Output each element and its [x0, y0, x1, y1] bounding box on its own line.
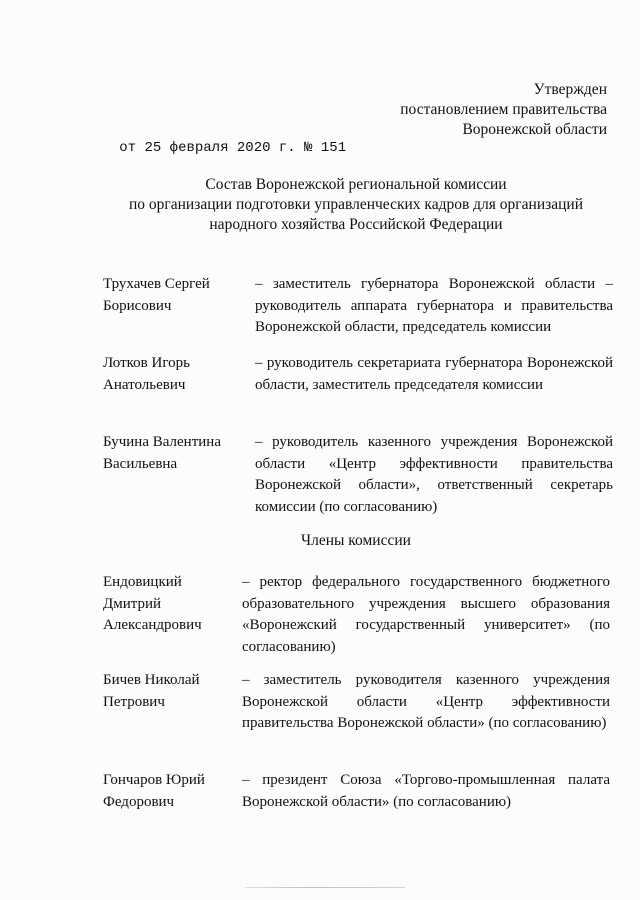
person-role: – заместитель руководителя казенного учреждения Воронежской области «Центр эффективности правительства Воронежской области» (по согласованию) — [242, 672, 610, 731]
title-line-2: по организации подготовки управленческих кадров для организаций — [128, 196, 584, 213]
members-heading: Члены комиссии — [301, 532, 411, 549]
approval-line-2: постановлением правительства — [400, 101, 607, 118]
approval-date: от 25 февраля 2020 г. № 151 — [119, 140, 347, 156]
approval-block — [119, 80, 607, 156]
person-name: Бучина Валентина Васильевна — [103, 434, 221, 472]
person-role: – ректор федерального государственного бюджетного образовательного учреждения высшего образования «Воронежский государственный университет» (по согласованию) — [242, 574, 610, 655]
approval-line-3: Воронежской области — [462, 121, 607, 138]
person-name: Гончаров Юрий Федорович — [103, 772, 205, 810]
person-name: Бичев Николай Петрович — [103, 672, 200, 710]
scan-edge-line — [245, 887, 405, 888]
person-role: – руководитель казенного учреждения Воронежской области «Центр эффективности правительства Воронежской области», ответственный секретарь комиссии (по согласованию) — [255, 434, 613, 515]
person-name: Ендовицкий Дмитрий Александрович — [103, 574, 202, 633]
person-role: – заместитель губернатора Воронежской области – руководитель аппарата губернатора и правительства Воронежской области, председатель комиссии — [255, 276, 613, 335]
person-name: Лотков Игорь Анатольевич — [103, 355, 190, 393]
title-line-3: народного хозяйства Российской Федерации — [209, 216, 503, 233]
title-line-1: Состав Воронежской региональной комиссии — [205, 176, 507, 193]
person-name: Трухачев Сергей Борисович — [103, 276, 210, 314]
person-role: – руководитель секретариата губернатора Воронежской области, заместитель председателя комиссии — [255, 355, 613, 393]
document-title — [0, 175, 640, 235]
person-role: – президент Союза «Торгово-промышленная палата Воронежской области» (по согласованию) — [242, 772, 610, 810]
approval-line-1: Утвержден — [533, 81, 607, 98]
